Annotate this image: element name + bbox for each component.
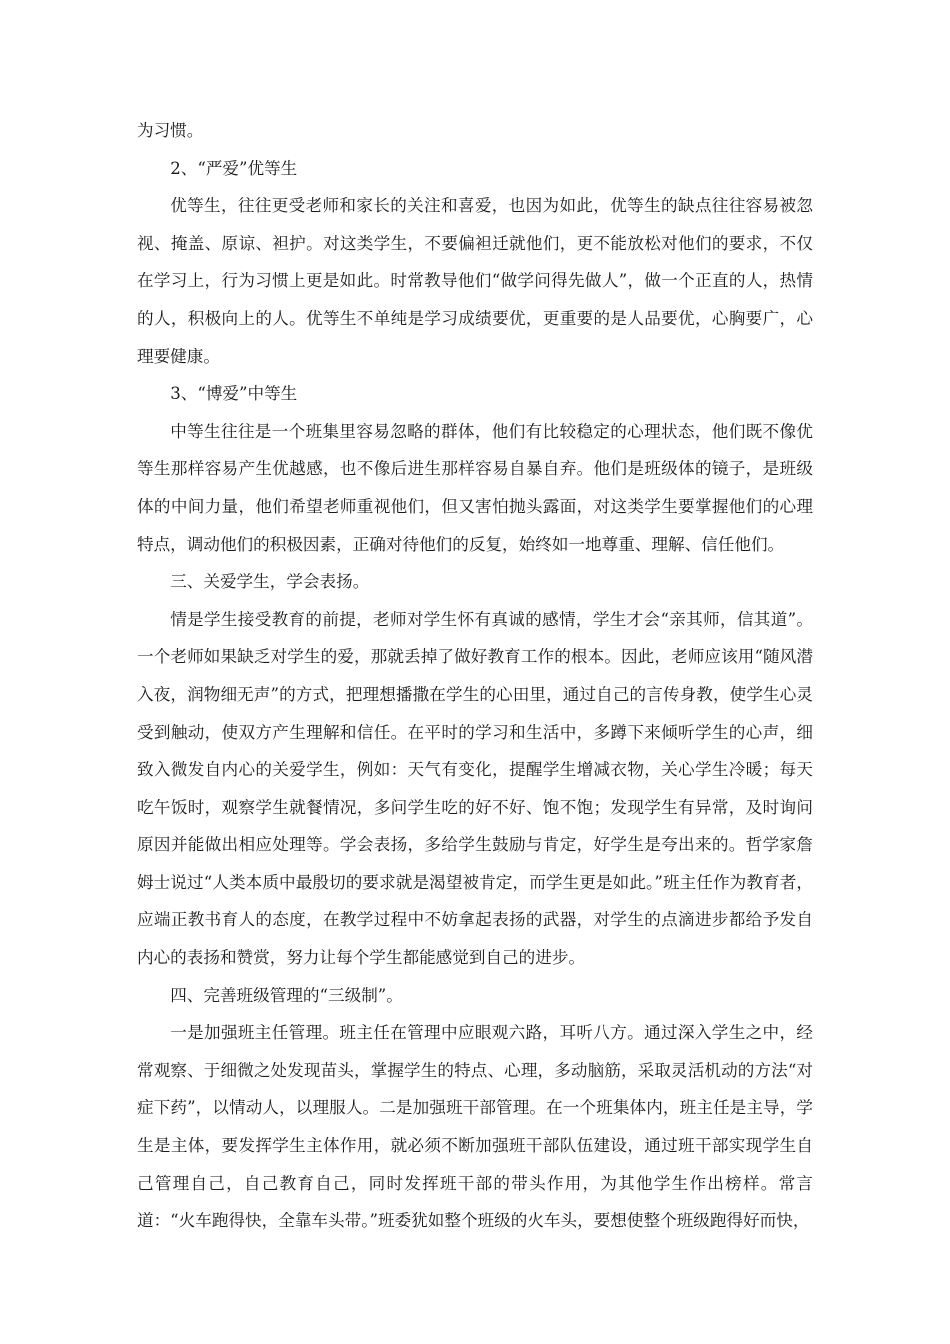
section-heading-excellent-students: 2、“严爱”优等生 bbox=[170, 158, 298, 178]
document-page bbox=[137, 112, 813, 1240]
paragraph-care-and-praise: 情是学生接受教育的前提，老师对学生怀有真诚的感情，学生才会“亲其师，信其道”。一个老师如果缺乏对学生的爱，那就丢掉了做好教育工作的根本。因此，老师应该用“随风潜入夜，润物细无声”的方式，把理想播撒在学生的心田里，通过自己的言传身教，使学生心灵受到触动，使双方产生理解和信任。在平时的学习和生活中，多蹲下来倾听学生的心声，细致入微发自内心的关爱学生，例如：天气有变化，提醒学生增减衣物，关心学生冷暖；每天吃午饭时，观察学生就餐情况，多问学生吃的好不好、饱不饱；发现学生有异常，及时询问原因并能做出相应处理等。学会表扬，多给学生鼓励与肯定，好学生是夸出来的。哲学家詹姆士说过“人类本质中最殷切的要求就是渴望被肯定，而学生更是如此。”班主任作为教育者，应端正教书育人的态度，在教学过程中不妨拿起表扬的武器，对学生的点滴进步都给予发自内心的表扬和赞赏，努力让每个学生都能感觉到自己的进步。 bbox=[137, 609, 813, 968]
section-heading-care-and-praise: 三、关爱学生，学会表扬。 bbox=[170, 572, 370, 592]
paragraph-continuation: 为习惯。 bbox=[137, 121, 204, 140]
paragraph-excellent-students: 优等生，往往更受老师和家长的关注和喜爱，也因为如此，优等生的缺点往往容易被忽视、掩盖、原谅、袒护。对这类学生，不要偏袒迁就他们，更不能放松对他们的要求，不仅在学习上，行为习惯上更是如此。时常教导他们“做学问得先做人”，做一个正直的人，热情的人，积极向上的人。优等生不单纯是学习成绩要优，更重要的是人品要优，心胸要广，心理要健康。 bbox=[137, 196, 813, 366]
paragraph-three-level-management: 一是加强班主任管理。班主任在管理中应眼观六路，耳听八方。通过深入学生之中，经常观察、于细微之处发现苗头，掌握学生的特点、心理，多动脑筋，采取灵活机动的方法“对症下药”，以情动人，以理服人。二是加强班干部管理。在一个班集体内，班主任是主导，学生是主体，要发挥学生主体作用，就必须不断加强班干部队伍建设，通过班干部实现学生自己管理自己，自己教育自己，同时发挥班干部的带头作用，为其他学生作出榜样。常言道：“火车跑得快，全靠车头带。”班委犹如整个班级的火车头，要想使整个班级跑得好而快， bbox=[137, 1023, 813, 1231]
section-heading-average-students: 3、“博爱”中等生 bbox=[170, 384, 298, 404]
section-heading-three-level-management: 四、完善班级管理的“三级制”。 bbox=[170, 985, 403, 1005]
paragraph-average-students: 中等生往往是一个班集里容易忽略的群体，他们有比较稳定的心理状态，他们既不像优等生那样容易产生优越感，也不像后进生那样容易自暴自弃。他们是班级体的镜子，是班级体的中间力量，他们希望老师重视他们，但又害怕抛头露面，对这类学生要掌握他们的心理特点，调动他们的积极因素，正确对待他们的反复，始终如一地尊重、理解、信任他们。 bbox=[137, 421, 813, 554]
